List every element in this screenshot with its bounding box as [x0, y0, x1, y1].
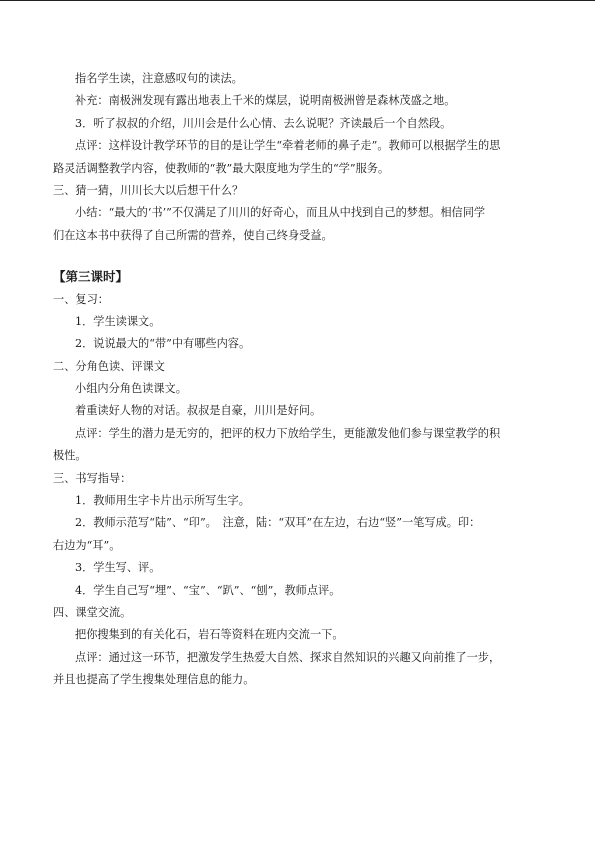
- paragraph-line: 1．教师用生字卡片出示所写生字。: [75, 494, 250, 508]
- section-heading: 四、课堂交流。: [53, 605, 132, 619]
- paragraph-line: 小组内分角色读课文。: [75, 382, 187, 396]
- paragraph-line: 点评：学生的潜力是无穷的，把评的权力下放给学生，更能激发他们参与课堂教学的积: [75, 426, 501, 440]
- lesson-title: 【第三课时】: [53, 269, 129, 285]
- paragraph-line: 右边为“耳”。: [53, 538, 121, 552]
- section-heading: 三、书写指导：: [53, 471, 132, 485]
- paragraph-line: 点评：这样设计教学环节的目的是让学生“牵着老师的鼻子走”。教师可以根据学生的思: [75, 139, 501, 153]
- document-body: [53, 68, 543, 692]
- paragraph-line: 把你搜集到的有关化石，岩石等资料在班内交流一下。: [75, 628, 344, 642]
- paragraph-line: 3．听了叔叔的介绍，川川会是什么心情、去么说呢？齐读最后一个自然段。: [75, 116, 452, 130]
- paragraph-line: 并且也提高了学生搜集处理信息的能力。: [53, 673, 255, 687]
- paragraph-line: 们在这本书中获得了自己所需的营养，使自己终身受益。: [53, 228, 333, 242]
- section-heading: 一、复习：: [53, 292, 109, 306]
- paragraph-line: 着重读好人物的对话。叔叔是自豪，川川是好问。: [75, 404, 322, 418]
- paragraph-line: 3．学生写、评。: [75, 561, 161, 575]
- spacer: [53, 247, 543, 266]
- paragraph-line: 点评：通过这一环节，把激发学生热爱大自然、探求自然知识的兴趣又向前推了一步，: [75, 650, 501, 664]
- paragraph-line: 极性。: [53, 449, 87, 463]
- paragraph-line: 路灵活调整教学内容，使教师的“教”最大限度地为学生的“学”服务。: [53, 161, 390, 175]
- section-heading: 三、猜一猜，川川长大以后想干什么？: [53, 183, 244, 197]
- paragraph-line: 2．教师示范写“陆”、“印”。 注意，陆：“双耳”在左边，右边“竖”一笔写成。印：: [75, 516, 481, 530]
- page-top-rule: [0, 0, 595, 1]
- paragraph-line: 1．学生读课文。: [75, 314, 161, 328]
- section-heading: 二、分角色读、评课文: [53, 359, 165, 373]
- paragraph-line: 4．学生自己写“埋”、“宝”、“趴”、“刨”，教师点评。: [75, 583, 341, 597]
- paragraph-line: 补充：南极洲发现有露出地表上千米的煤层，说明南极洲曾是森林茂盛之地。: [75, 94, 456, 108]
- paragraph-line: 指名学生读，注意感叹句的读法。: [75, 72, 243, 85]
- paragraph-line: 2．说说最大的“带”中有哪些内容。: [75, 337, 251, 351]
- paragraph-line: 小结：“最大的‘书’”不仅满足了川川的好奇心，而且从中找到自己的梦想。相信同学: [75, 206, 486, 220]
